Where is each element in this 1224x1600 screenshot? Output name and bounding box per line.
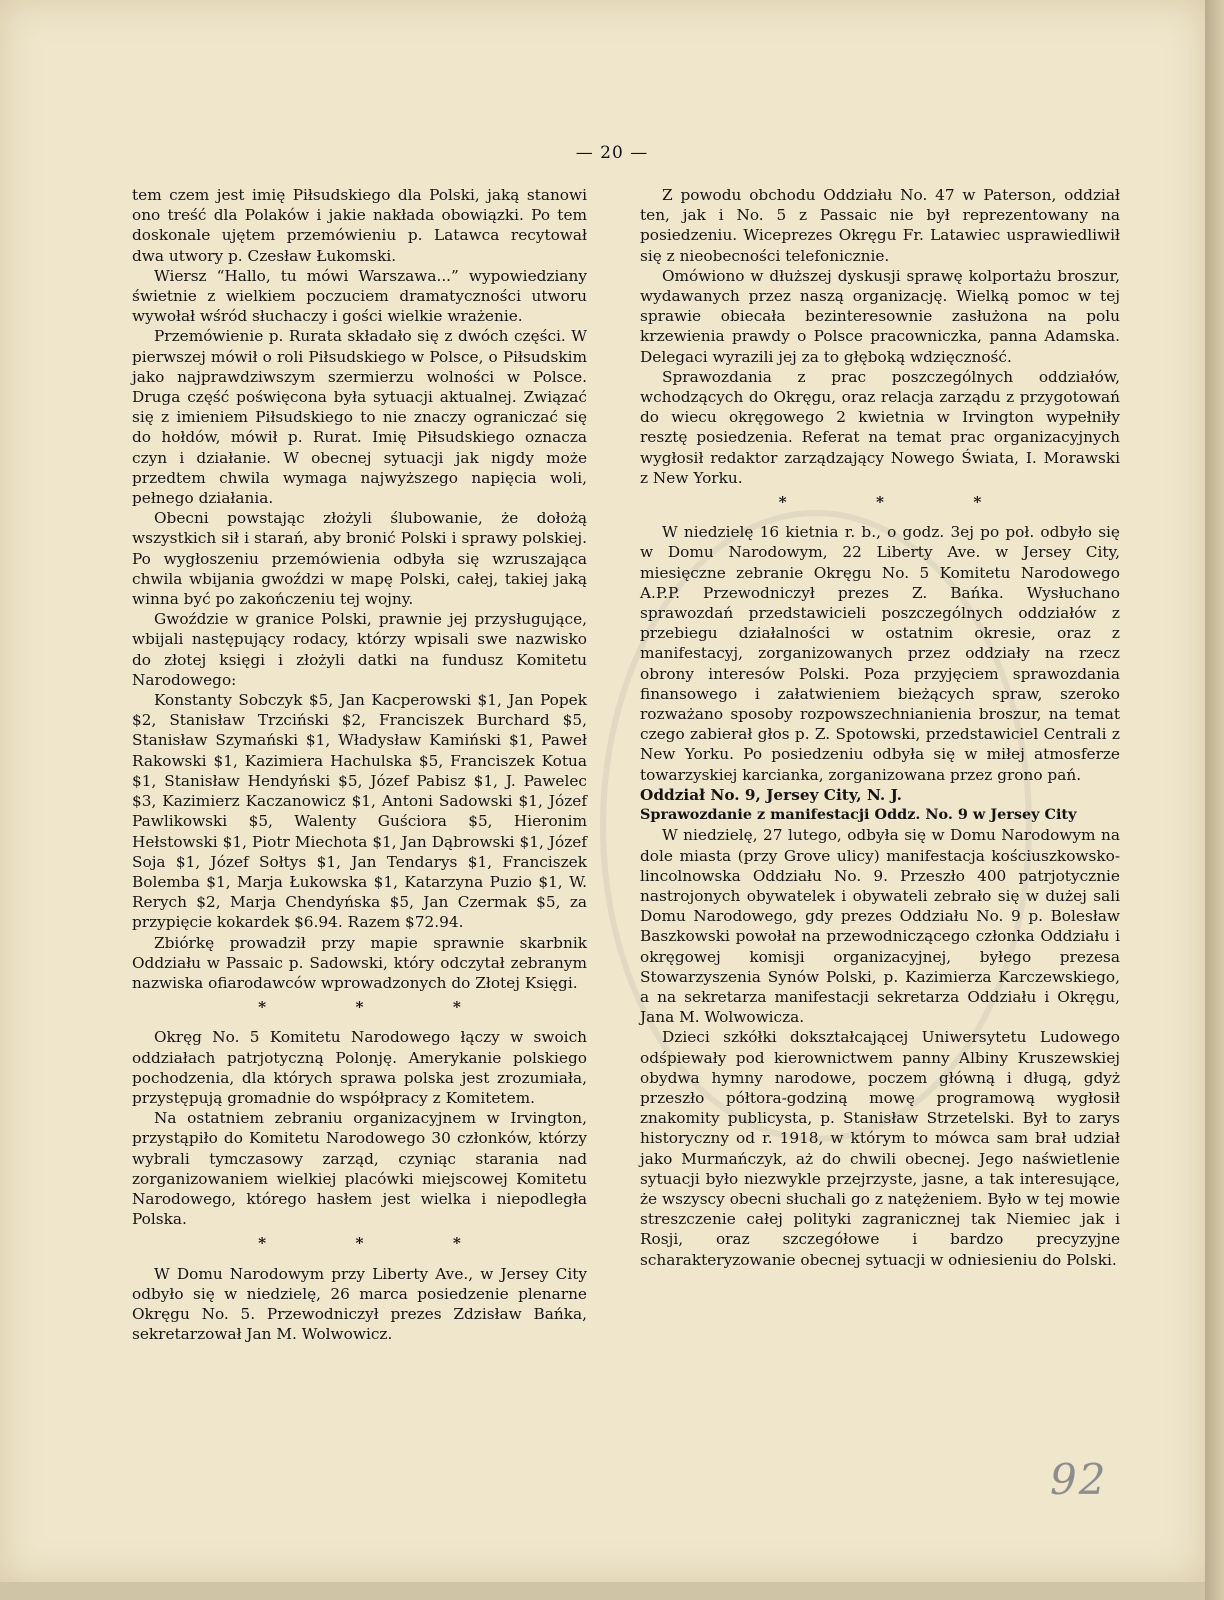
paragraph: W Domu Narodowym przy Liberty Ave., w Jersey City odbyło się w niedzielę, 26 marca posiedzenie plenarne Okręgu No. 5. Przewodniczył prezes Zdzisław Bańka, sekretarzował Jan M. Wolwowicz. xyxy=(132,1264,587,1344)
section-heading: Oddział No. 9, Jersey City, N. J. xyxy=(640,785,902,804)
handwritten-page-number: 92 xyxy=(1050,1455,1108,1504)
left-column xyxy=(132,185,587,1344)
paragraph: Sprawozdania z prac poszczególnych oddziałów, wchodzących do Okręgu, oraz relacja zarządu z przygotowań do wiecu okręgowego 2 kwietnia w Irvington wypełniły resztę posiedzenia. Referat na temat prac organizacyjnych wygłosił redaktor zarządzający Nowego Świata, I. Morawski z New Yorku. xyxy=(640,367,1120,487)
paragraph: Zbiórkę prowadził przy mapie sprawnie skarbnik Oddziału w Passaic p. Sadowski, który odczytał zebranym nazwiska ofiarodawców wprowadzonych do Złotej Księgi. xyxy=(132,933,587,992)
paragraph: Omówiono w dłuższej dyskusji sprawę kolportażu broszur, wydawanych przez naszą organizację. Wielką pomoc w tej sprawie obiecała bezinteresownie zasłużona na polu krzewienia prawdy o Polsce pracowniczka, panna Adamska. Delegaci wyrazili jej za to głęboką wdzięczność. xyxy=(640,266,1120,366)
paragraph: Z powodu obchodu Oddziału No. 47 w Paterson, oddział ten, jak i No. 5 z Passaic nie był reprezentowany na posiedzeniu. Wiceprezes Okręgu Fr. Latawiec usprawiedliwił się z nieobecności telefonicznie. xyxy=(640,186,1120,265)
page-number: — 20 — xyxy=(575,143,649,163)
paragraph: Wiersz “Hallo, tu mówi Warszawa...” wypowiedziany świetnie z wielkiem poczuciem dramatyczności utworu wywołał wśród słuchaczy i gości wielkie wrażenie. xyxy=(132,266,587,326)
paragraph: Dzieci szkółki dokształcającej Uniwersytetu Ludowego odśpiewały pod kierownictwem panny Albiny Kruszewskiej obydwa hymny narodowe, poczem główną i długą, gdyż przeszło półtora-godziną mowę programową wygłosił znakomity publicysta, p. Stanisław Strzetelski. Był to zarys historyczny od r. 1918, w którym to mówca sam brał udział jako Murmańczyk, aż do chwili obecnej. Jego naświetlenie sytuacji było niezwykle przejrzyste, jasne, a tak interesujące, że wszyscy obecni słuchali go z natężeniem. Było w tej mowie streszczenie całej polityki zagranicznej tak Niemiec jak i Rosji, oraz szczegółowe i bardzo precyzyjne scharakteryzowanie obecnej sytuacji w odniesieniu do Polski. xyxy=(640,1028,1120,1269)
paragraph: Obecni powstając złożyli ślubowanie, że dołożą wszystkich sił i starań, aby bronić Polski i sprawy polskiej. Po wygłoszeniu przemówienia odbyła się wzruszająca chwila wbijania gwoździ w mapę Polski, całej, takiej jaką winna być po zakończeniu tej wojny. xyxy=(132,509,587,609)
paragraph: Na ostatniem zebraniu organizacyjnem w Irvington, przystąpiło do Komitetu Narodowego 30 członków, którzy wybrali tymczasowy zarząd, czyniąc starania nad zorganizowaniem wielkiej placówki miejscowej Komitetu Narodowego, którego hasłem jest wielka i niepodległa Polska. xyxy=(132,1109,587,1229)
paragraph: Konstanty Sobczyk $5, Jan Kacperowski $1, Jan Popek $2, Stanisław Trzciński $2, Franciszek Burchard $5, Stanisław Szymański $1, Władysław Kamiński $1, Paweł Rakowski $1, Kazimiera Hachulska $5, Franciszek Kotua $1, Stanisław Hendyński $5, Józef Pabisz $1, J. Pawelec $3, Kazimierz Kaczanowicz $1, Antoni Sadowski $1, Józef Pawlikowski $5, Walenty Guściora $5, Hieronim Hełstowski $1, Piotr Miechota $1, Jan Dąbrowski $1, Józef Soja $1, Józef Sołtys $1, Jan Tendarys $1, Franciszek Bolemba $1, Marja Łukowska $1, Katarzyna Puzio $1, W. Rerych $2, Marja Chendyńska $5, Jan Czermak $5, za przypięcie kokardek $6.94. Razem $72.94. xyxy=(132,691,587,932)
section-divider-stars: * * * xyxy=(778,493,1024,512)
section-divider-stars: * * * xyxy=(258,998,503,1017)
paragraph: W niedzielę, 27 lutego, odbyła się w Domu Narodowym na dole miasta (przy Grove ulicy) manifestacja kościuszkowsko-lincolnowska Oddziału No. 9. Przeszło 400 patrjotycznie nastrojonych obywatelek i obywateli zebrało się w dużej sali Domu Narodowego, gdy prezes Oddziału No. 9 p. Bolesław Baszkowski powołał na przewodniczącego członka Oddziału i okręgowej komisji organizacyjnej, byłego prezesa Stowarzyszenia Synów Polski, p. Kazimierza Karczewskiego, a na sekretarza manifestacji sekretarza Oddziału i Okręgu, Jana M. Wolwowicza. xyxy=(640,826,1120,1027)
paragraph: Przemówienie p. Rurata składało się z dwóch części. W pierwszej mówił o roli Piłsudskiego w Polsce, o Piłsudskim jako najprawdziwszym szermierzu wolności w Polsce. Druga część poświęcona była sytuacji aktualnej. Związać się z imieniem Piłsudskiego to nie znaczy ograniczać się do hołdów, mówił p. Rurat. Imię Piłsudskiego oznacza czyn i działanie. W obecnej sytuacji jak nigdy może przedtem chwila wymaga najwyższego napięcia woli, pełnego działania. xyxy=(132,327,587,508)
paragraph: Gwoździe w granice Polski, prawnie jej przysługujące, wbijali następujący rodacy, którzy wpisali swe nazwisko do złotej księgi i złożyli datki na fundusz Komitetu Narodowego: xyxy=(132,610,587,689)
right-column xyxy=(640,185,1120,1270)
paragraph: W niedzielę 16 kietnia r. b., o godz. 3ej po poł. odbyło się w Domu Narodowym, 22 Liberty Ave. w Jersey City, miesięczne zebranie Okręgu No. 5 Komitetu Narodowego A.P.P. Przewodniczył prezes Z. Bańka. Wysłuchano sprawozdań przedstawicieli poszczególnych oddziałów z przebiegu działalności w ostatnim okresie, oraz z manifestacyj, zorganizowanych przez oddziały na rzecz obrony interesów Polski. Poza przyjęciem sprawozdania finansowego i załatwieniem bieżących spraw, szeroko rozważano sposoby rozpowszechnianienia broszur, na temat czego zabierał głos p. Z. Spotowski, przedstawiciel Centrali z New Yorku. Po posiedzeniu odbyła się w miłej atmosferze towarzyskiej karcianka, zorganizowana przez grono pań. xyxy=(640,523,1120,784)
paragraph: tem czem jest imię Piłsudskiego dla Polski, jaką stanowi ono treść dla Polaków i jakie nakłada obowiązki. Po tem doskonale ujętem przemówieniu p. Latawca recytował dwa utwory p. Czesław Łukomski. xyxy=(132,186,587,265)
paragraph: Okręg No. 5 Komitetu Narodowego łączy w swoich oddziałach patrjotyczną Polonję. Amerykanie polskiego pochodzenia, dla których sprawa polska jest zrozumiała, przystępują gromadnie do współpracy z Komitetem. xyxy=(132,1028,587,1107)
section-subheading: Sprawozdanie z manifestacji Oddz. No. 9 w Jersey City xyxy=(640,806,1077,824)
section-divider-stars: * * * xyxy=(258,1234,503,1253)
